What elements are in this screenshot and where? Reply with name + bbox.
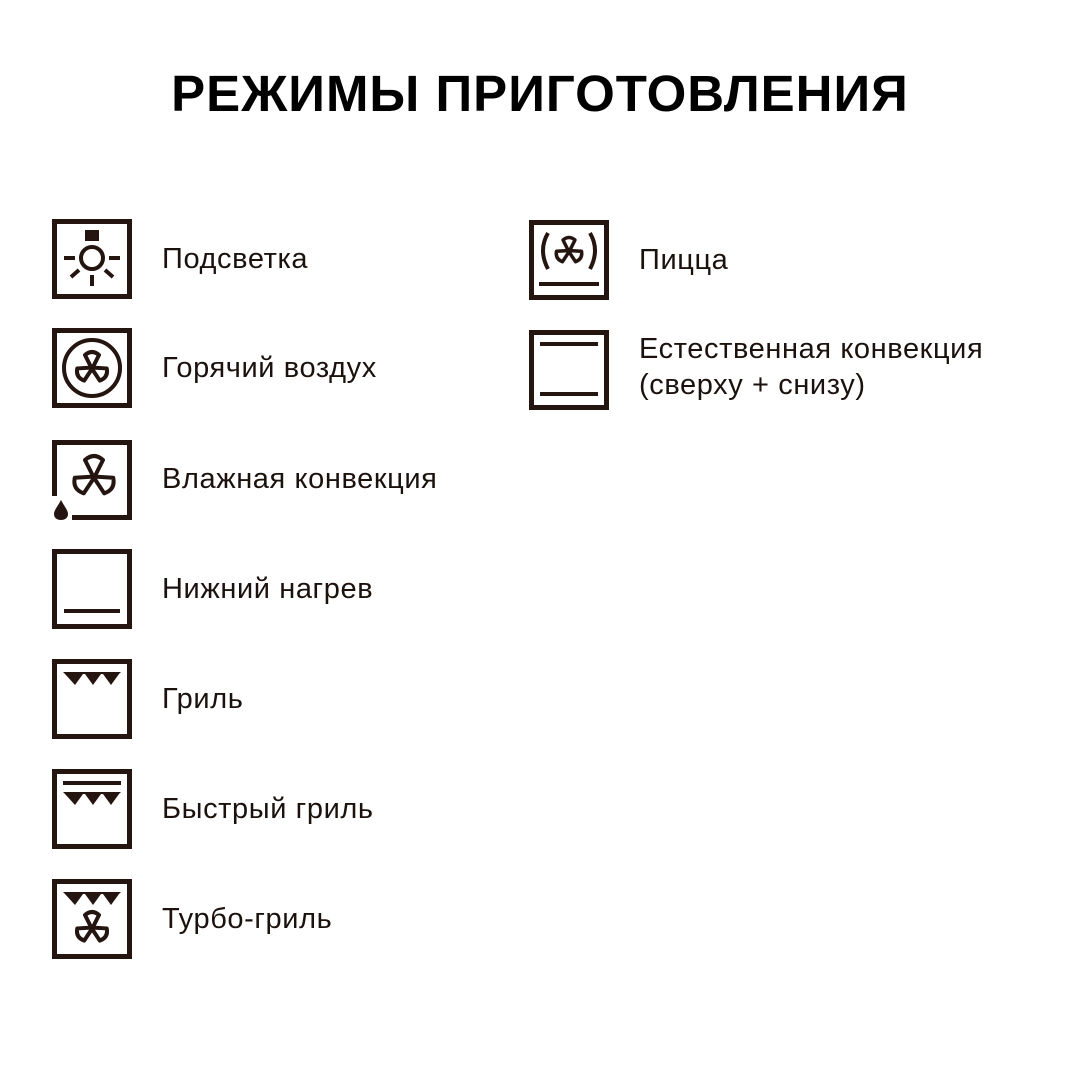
page-title: РЕЖИМЫ ПРИГОТОВЛЕНИЯ [171,65,909,122]
hot-air-fan-icon [52,328,132,408]
lamp-icon [52,219,132,299]
mode-item-turbo-grill [52,879,332,959]
mode-item-hot-air [52,328,377,408]
moist-convection-icon [50,438,132,520]
mode-item-grill [52,659,243,739]
mode-label: Пицца [639,244,729,276]
mode-item-moist-convection [50,438,437,520]
fast-grill-icon [52,769,132,849]
mode-label [639,331,983,403]
mode-item-lamp [52,219,308,299]
mode-item-bottom-heat [52,549,373,629]
mode-label-line: (сверху + снизу) [639,369,866,401]
pizza-icon [529,220,609,300]
mode-item-top-bottom-heat [529,330,983,410]
mode-label: Турбо-гриль [162,903,333,935]
mode-item-pizza [529,220,728,300]
mode-label: Быстрый гриль [162,793,374,825]
turbo-grill-icon [52,879,132,959]
grill-icon [52,659,132,739]
mode-label: Влажная конвекция [162,463,438,495]
mode-label-line: Естественная конвекция [639,333,984,365]
top-bottom-heat-icon [529,330,609,410]
mode-label: Гриль [162,683,244,715]
mode-label: Подсветка [162,243,309,275]
mode-label: Горячий воздух [162,352,377,384]
mode-label: Нижний нагрев [162,573,374,605]
bottom-heat-icon [52,549,132,629]
mode-item-fast-grill [52,769,374,849]
